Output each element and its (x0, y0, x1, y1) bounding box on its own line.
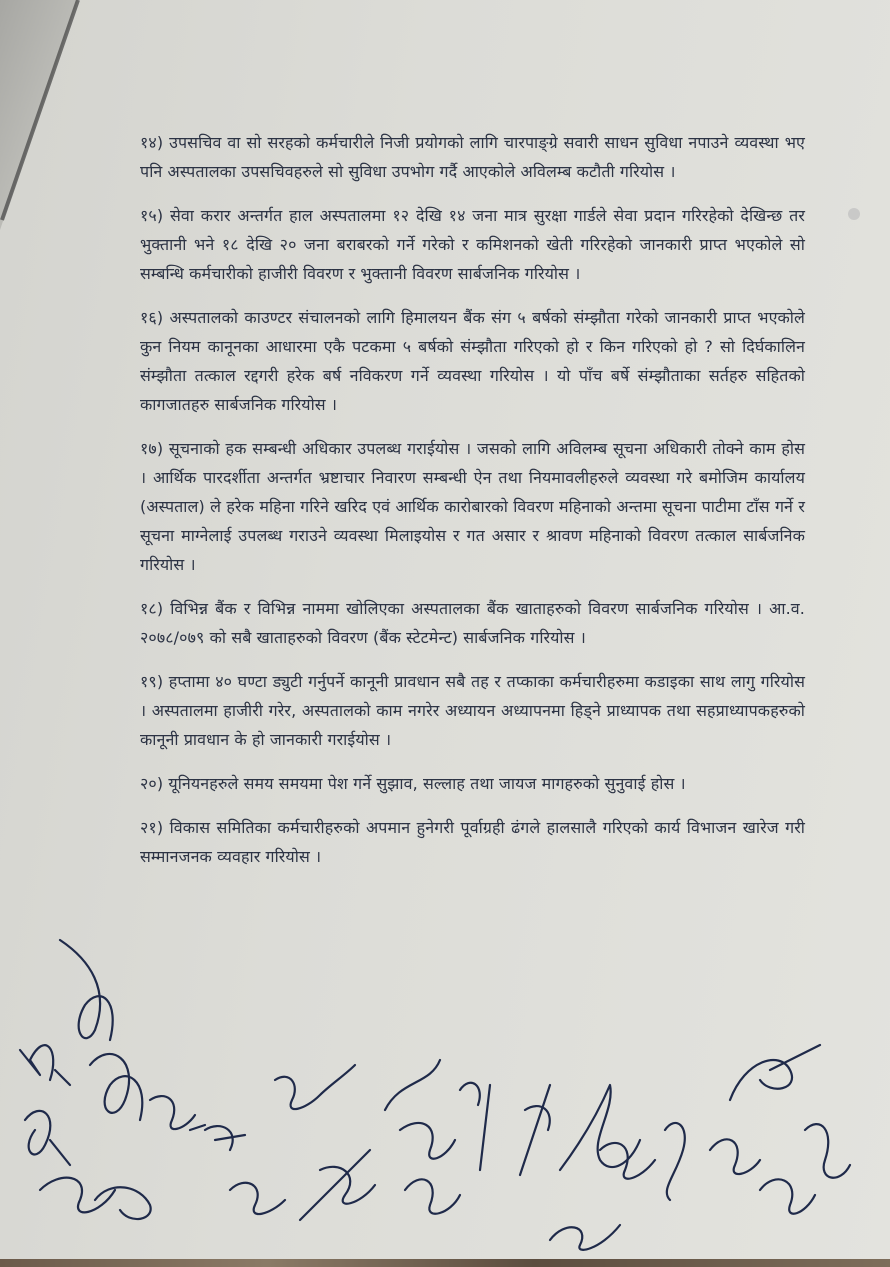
signature-13 (405, 1179, 460, 1213)
signature-10 (230, 1183, 285, 1214)
signature-8 (205, 1126, 245, 1150)
signature-19 (665, 1123, 685, 1200)
signature-7 (150, 1096, 205, 1130)
signature-15 (520, 1085, 550, 1175)
signature-20 (710, 1139, 760, 1174)
demand-14: १४) उपसचिव वा सो सरहको कर्मचारीले निजी प्रयोगको लागि चारपाङ्ग्रे सवारी साधन सुविधा नपाउने व्यवस्था भए पनि अस्पतालका उपसचिवहरुले सो सुविधा उपभोग गर्दै आएकोले अविलम्ब कटौती गरियोस । (140, 133, 805, 181)
demand-20: २०) यूनियनहरुले समय समयमा पेश गर्ने सुझाव, सल्लाह तथा जायज मागहरुको सुनुवाई होस । (140, 774, 686, 793)
signature-3 (90, 1054, 142, 1120)
signature-1 (60, 940, 113, 1040)
demand-15: १५) सेवा करार अन्तर्गत हाल अस्पतालमा १२ देखि १४ जना मात्र सुरक्षा गार्डले सेवा प्रदान गरिरहेको देखिन्छ तर भुक्तानी भने १८ देखि २० जना बराबरको गर्ने गरेको र कमिशनको खेती गरिरहेको जानकारी प्राप्त भएकोले सो सम्बन्धि कर्मचारीको हाजीरी विवरण र भुक्तानी विवरण सार्बजनिक गरियोस । (140, 206, 805, 283)
signature-4 (25, 1111, 70, 1165)
signature-2 (20, 1045, 70, 1085)
demand-16: १६) अस्पतालको काउण्टर संचालनको लागि हिमालयन बैंक संग ५ बर्षको संम्झौता गरेको जानकारी प्राप्त भएकोले कुन नियम कानूनका आधारमा एकै पटकमा ५ बर्षको संम्झौता गरिएको हो र किन गरिएको हो ? सो दिर्घकालिन संम्झौता तत्काल रद्दगरी हरेक बर्ष नविकरण गर्ने व्यवस्था गरियोस । यो पाँच बर्षे संम्झौताका सर्तहरु सहितको कागजातहरु सार्बजनिक गरियोस । (140, 308, 805, 414)
signature-9 (275, 1065, 355, 1109)
demand-19: १९) हप्तामा ४० घण्टा ड्युटी गर्नुपर्ने कानूनी प्रावधान सबै तह र तप्काका कर्मचारीहरुमा कडाइका साथ लागु गरियोस । अस्पतालमा हाजीरी गरेर, अस्पतालको काम नगरेर अध्यायन अध्यापनमा हिड्ने प्राध्यापक तथा सहप्राध्यापकहरुको कानूनी प्रावधान के हो जानकारी गराईयोस । (140, 672, 805, 749)
demand-18: १८) विभिन्न बैंक र विभिन्न नाममा खोलिएका अस्पतालका बैंक खाताहरुको विवरण सार्बजनिक गरियोस । आ.व. २०७८/०७९ को सबै खाताहरुको विवरण (बैंक स्टेटमेन्ट) सार्बजनिक गरियोस । (140, 599, 805, 647)
table-edge (0, 1259, 890, 1267)
signature-17 (600, 1143, 655, 1179)
signature-23 (805, 1124, 850, 1178)
signature-block (0, 920, 890, 1267)
signature-21 (730, 1045, 820, 1100)
signature-5 (40, 1178, 115, 1213)
signature-22 (760, 1179, 815, 1213)
signature-18 (550, 1225, 620, 1250)
signature-11 (300, 1150, 375, 1220)
paper-fold-edge (0, 0, 90, 240)
demand-list (140, 128, 805, 886)
signature-12 (385, 1060, 455, 1159)
signature-14 (460, 1083, 490, 1170)
demand-21: २१) विकास समितिका कर्मचारीहरुको अपमान हुनेगरी पूर्वाग्रही ढंगले हालसालै गरिएको कार्य विभाजन खारेज गरी सम्मानजनक व्यवहार गरियोस । (140, 818, 805, 866)
demand-17: १७) सूचनाको हक सम्बन्धी अधिकार उपलब्ध गराईयोस । जसको लागि अविलम्ब सूचना अधिकारी तोक्ने काम होस । आर्थिक पारदर्शीता अन्तर्गत भ्रष्टाचार निवारण सम्बन्धी ऐन तथा नियमावलीहरुले व्यवस्था गरे बमोजिम कार्यालय (अस्पताल) ले हरेक महिना गरिने खरिद एवं आर्थिक कारोबारको विवरण महिनाको अन्तमा सूचना पाटीमा टाँस गर्ने र सूचना माग्नेलाई उपलब्ध गराउने व्यवस्था मिलाइयोस र गत असार र श्रावण महिनाको विवरण तत्काल सार्बजनिक गरियोस । (140, 439, 806, 574)
paper-speck (848, 208, 860, 220)
